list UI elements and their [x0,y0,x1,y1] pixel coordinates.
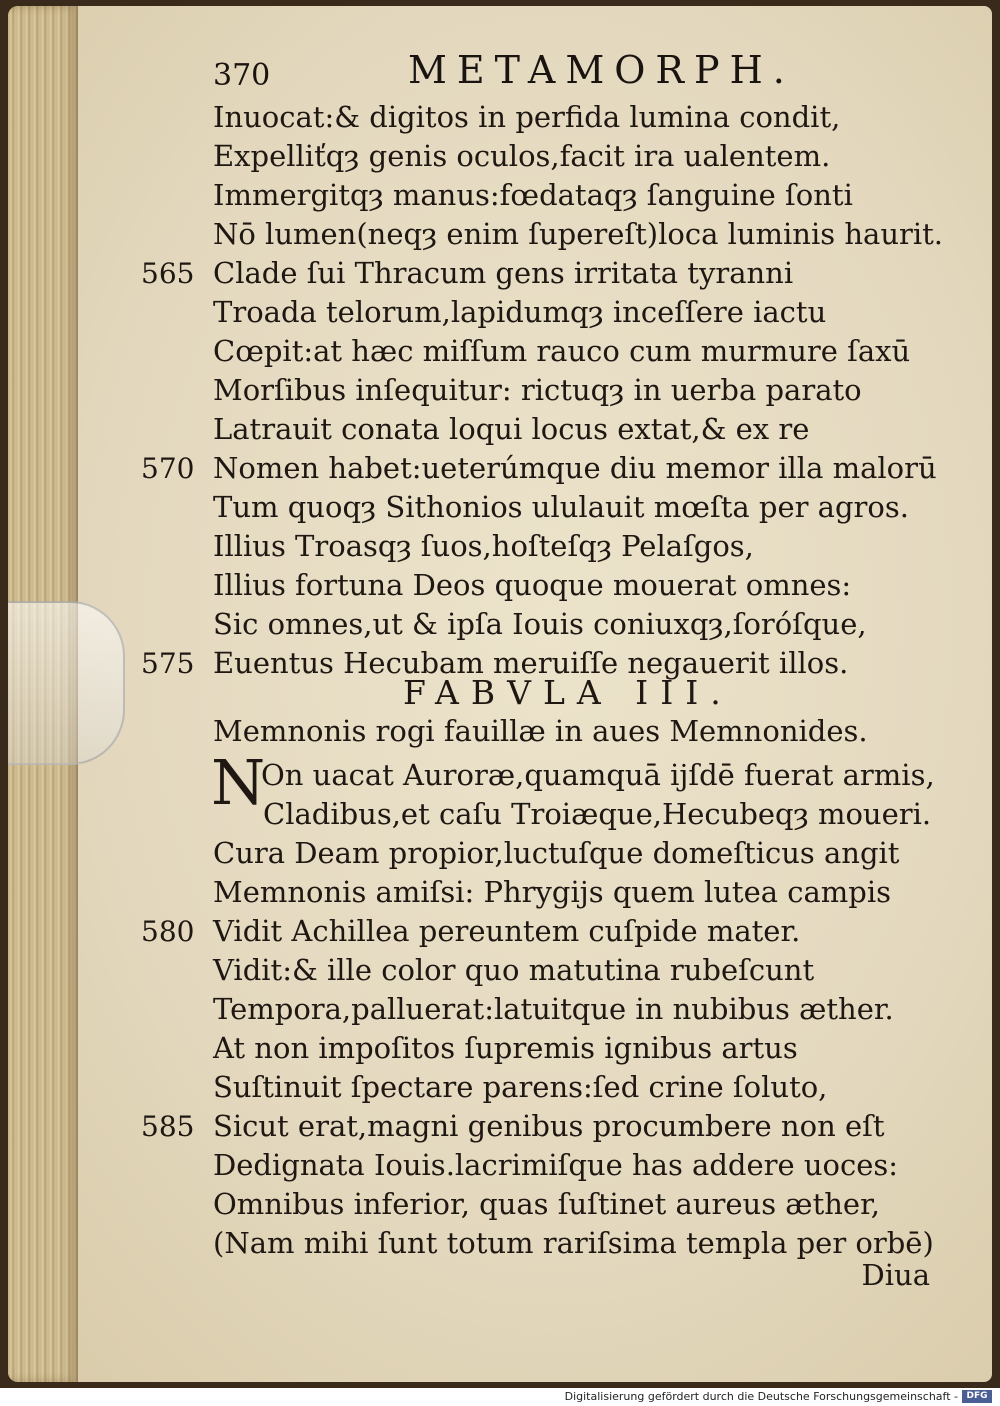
verse-text: Illius fortuna Deos quoque mouerat omnes: [213,568,852,602]
verse-text: Clade ſui Thracum gens irritata tyranni [213,256,794,290]
verse-line [213,834,973,873]
verse-line [213,1185,973,1224]
verse-text: Nomen habet:ueterúmque diu memor illa malorū [213,451,937,485]
verse-line [213,1068,973,1107]
verse-text: Immergitqȝ manus:fœdataqȝ ſanguine ſonti [213,178,853,212]
line-number: 565 [141,257,195,290]
verse-line [213,527,973,566]
verse-block-1 [141,98,973,683]
verse-text: Tempora,palluerat:latuitque in nubibus æther. [213,992,894,1026]
verse-line [213,371,973,410]
fabula-subtitle: Memnonis rogi fauillæ in aues Memnonides. [213,714,868,748]
verse-text: Memnonis amiſsi: Phrygijs quem lutea campis [213,875,892,909]
fabula-heading: FABVLA III. [403,673,733,712]
verse-line [213,605,973,644]
verse-text: Latrauit conata loqui locus extat,& ex re [213,412,810,446]
verse-line [213,488,973,527]
verse-line [141,912,973,951]
verse-text: Expelliťqȝ genis oculos,facit ira ualentem. [213,139,831,173]
verse-line [213,215,973,254]
verse-line [213,1224,973,1263]
verse-text: Euentus Hecubam meruiſſe negauerit illos. [213,646,849,680]
verse-line [213,410,973,449]
verse-line [213,137,973,176]
verse-line [141,254,973,293]
verse-text: (Nam mihi ſunt totum rariſsima templa per orbē) [213,1226,934,1260]
running-title: METAMORPH. [408,48,795,92]
verse-text: Inuocat:& digitos in perfida lumina condit, [213,100,841,134]
verse-line [213,951,973,990]
verse-line [213,873,973,912]
verse-text: Cœpit:at hæc miſſum rauco cum murmure ſaxū [213,334,911,368]
verse-line [213,1146,973,1185]
verse-line [213,756,973,795]
verse-text: On uacat Auroræ,quamquā ijſdē fuerat armis, [261,758,935,792]
verse-text: Tum quoqȝ Sithonios ululauit mœſta per agros. [213,490,909,524]
verse-line [213,990,973,1029]
verse-line [213,795,973,834]
verse-text: At non impoſitos ſupremis ignibus artus [213,1031,798,1065]
verse-text: Troada telorum,lapidumqȝ inceſſere iactu [213,295,827,329]
page-number: 370 [213,58,271,93]
line-number: 570 [141,452,195,485]
page-header [213,48,853,93]
footer-bar [0,1388,1000,1406]
verse-text: Nō lumen(neqȝ enim ſupereſt)loca luminis haurit. [213,217,944,251]
dfg-logo: DFG [962,1390,992,1403]
verse-block-2 [141,746,973,1263]
book-clasp [8,601,125,765]
footer-credit: Digitalisierung gefördert durch die Deutsche Forschungsgemeinschaft - [564,1390,958,1403]
verse-text: Sic omnes,ut & ipſa Iouis coniuxqȝ,ſoróſque, [213,607,867,641]
verse-text: Vidit:& ille color quo matutina rubeſcunt [213,953,815,987]
verse-line [141,1107,973,1146]
verse-line [213,98,973,137]
verse-text: Dedignata Iouis.lacrimiſque has addere uoces: [213,1148,899,1182]
verse-line [213,1029,973,1068]
verse-text: Cura Deam propior,luctuſque domeſticus angit [213,836,900,870]
line-number: 585 [141,1110,195,1143]
verse-line [213,176,973,215]
verse-line [213,332,973,371]
verse-text: Suſtinuit ſpectare parens:ſed crine ſoluto, [213,1070,828,1104]
verse-text: Cladibus,et caſu Troiæque,Hecubeqȝ moueri. [263,797,932,831]
verse-line [213,566,973,605]
verse-text: Vidit Achillea pereuntem cuſpide mater. [213,914,801,948]
verse-line [141,449,973,488]
line-number: 580 [141,915,195,948]
verse-text: Morſibus inſequitur: rictuqȝ in uerba parato [213,373,862,407]
line-number: 575 [141,647,195,680]
verse-text: Sicut erat,magni genibus procumbere non eſt [213,1109,885,1143]
drop-capital: N [211,746,266,819]
verse-line [213,293,973,332]
verse-text: Illius Troasqȝ ſuos,hoſteſqȝ Pelaſgos, [213,529,754,563]
catchword: Diua [861,1258,930,1292]
verse-text: Omnibus inferior, quas ſuſtinet aureus æther, [213,1187,880,1221]
book-page [8,6,992,1382]
